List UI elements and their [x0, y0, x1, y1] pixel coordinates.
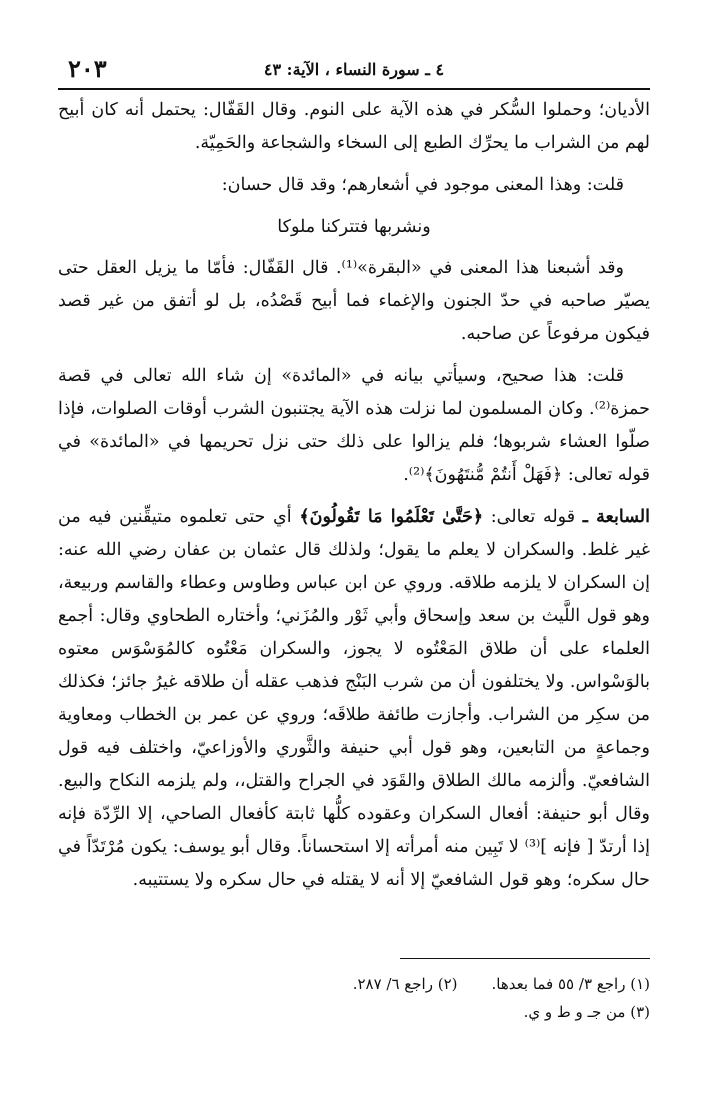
paragraph-2: قلت: وهذا المعنى موجود في أشعارهم؛ وقد قال حسان:: [221, 175, 624, 195]
footnote-row-2: [58, 998, 650, 1026]
poetry-verse: ونشربها فتتركنا ملوكا: [277, 217, 431, 237]
page-number: ٢٠٣: [68, 54, 107, 83]
footnote-row-1: [58, 970, 650, 998]
paragraph-5-intro: قوله تعالى:: [483, 507, 583, 527]
paragraph-5-text: أي حتى تعلموه متيقِّنين فيه من غير غلط. والسكران لا يعلم ما يقول؛ ولذلك قال عثمان بن عفان رضي الله عنه: إن السكران لا يلزمه طلاقه. وروي عن ابن عباس وطاوس وعطاء والقاسم وربيعة، وهو قول اللَّيث بن سعد وإسحاق وأبي ثَوْر والمُزَني؛ وأختاره الطحاوي وقال: أجمع العلماء على أن طلاق المَعْتُوه لا يجوز، والسكران مَعْتُوه كالمُوَسْوَس معتوه بالوَسْواس. ولا يختلفون أن من شرب البَنْج فذهب عقله أن طلاقه غيرُ جائز؛ فكذلك من سكِر من الشراب. وأجازت طائفة طلاقَه؛ وروي عن عمر بن الخطاب ومعاوية وجماعةٍ من التابعين، وهو قول أبي حنيفة والثَّوري والأوزاعيّ، واختلف فيه قول الشافعيّ. وألزمه مالك الطلاق والقَوَد في الجراح والقتل،، ولم يلزمه النكاح والبيع. وقال أبو حنيفة: أفعال السكران وعقوده كلُّها ثابتة كأفعال الصاحي، إلا الرِّدّة فإنه إذا أرتدّ [ فإنه ]⁽³⁾ لا تَبِين منه أمرأته إلا استحساناً. وقال أبو يوسف: يكون مُرْتَدّاً في حال سكره؛ وهو قول الشافعيّ إلا أنه لا يقتله في حال سكره ولا يستتيبه.: [58, 507, 651, 890]
running-title: ٤ ـ سورة النساء ، الآية: ٤٣: [263, 60, 445, 79]
paragraph-3: وقد أشبعنا هذا المعنى في «البقرة»⁽¹⁾. قال القَفّال: فأمّا ما يزيل العقل حتى يصيّر صاحبه في حدّ الجنون والإغماء فما أبيح قَصْدُه، بل لو أتفق من غير قصد فيكون مرفوعاً عن صاحبه.: [58, 258, 650, 344]
footnotes: [58, 970, 650, 1026]
page-header: [58, 52, 650, 90]
paragraph-5: [58, 501, 650, 897]
footnote-3: (٣) من جـ و ط و ي.: [523, 1003, 650, 1021]
footnote-separator: [400, 958, 650, 959]
paragraph-4: قلت: هذا صحيح، وسيأتي بيانه في «المائدة» إن شاء الله تعالى في قصة حمزة⁽²⁾. وكان المسلمون لما نزلت هذه الآية يجتنبون الشرب أوقات الصلوات، فإذا صلّوا العشاء شربوها؛ فلم يزالوا على ذلك حتى نزل تحريمها في «المائدة» في قوله تعالى: ﴿فَهَلْ أَنتُمْ مُّنتَهُونَ﴾⁽²⁾.: [58, 366, 650, 485]
footnote-2: (٢) راجع ٦/ ٢٨٧.: [352, 975, 458, 993]
quran-quote: ﴿حَتَّىٰ تَعْلَمُوا مَا تَقُولُونَ﴾: [299, 507, 484, 527]
footnote-1: (١) راجع ٣/ ٥٥ فما بعدها.: [491, 975, 650, 993]
section-lead: السابعة ـ: [582, 507, 650, 527]
paragraph-1: الأديان؛ وحملوا السُّكر في هذه الآية على النوم. وقال القَفّال: يحتمل أنه كان أبيح لهم من الشراب ما يحرِّك الطبع إلى السخاء والشجاعة والحَمِيّة.: [58, 100, 650, 153]
main-text: [58, 94, 650, 906]
